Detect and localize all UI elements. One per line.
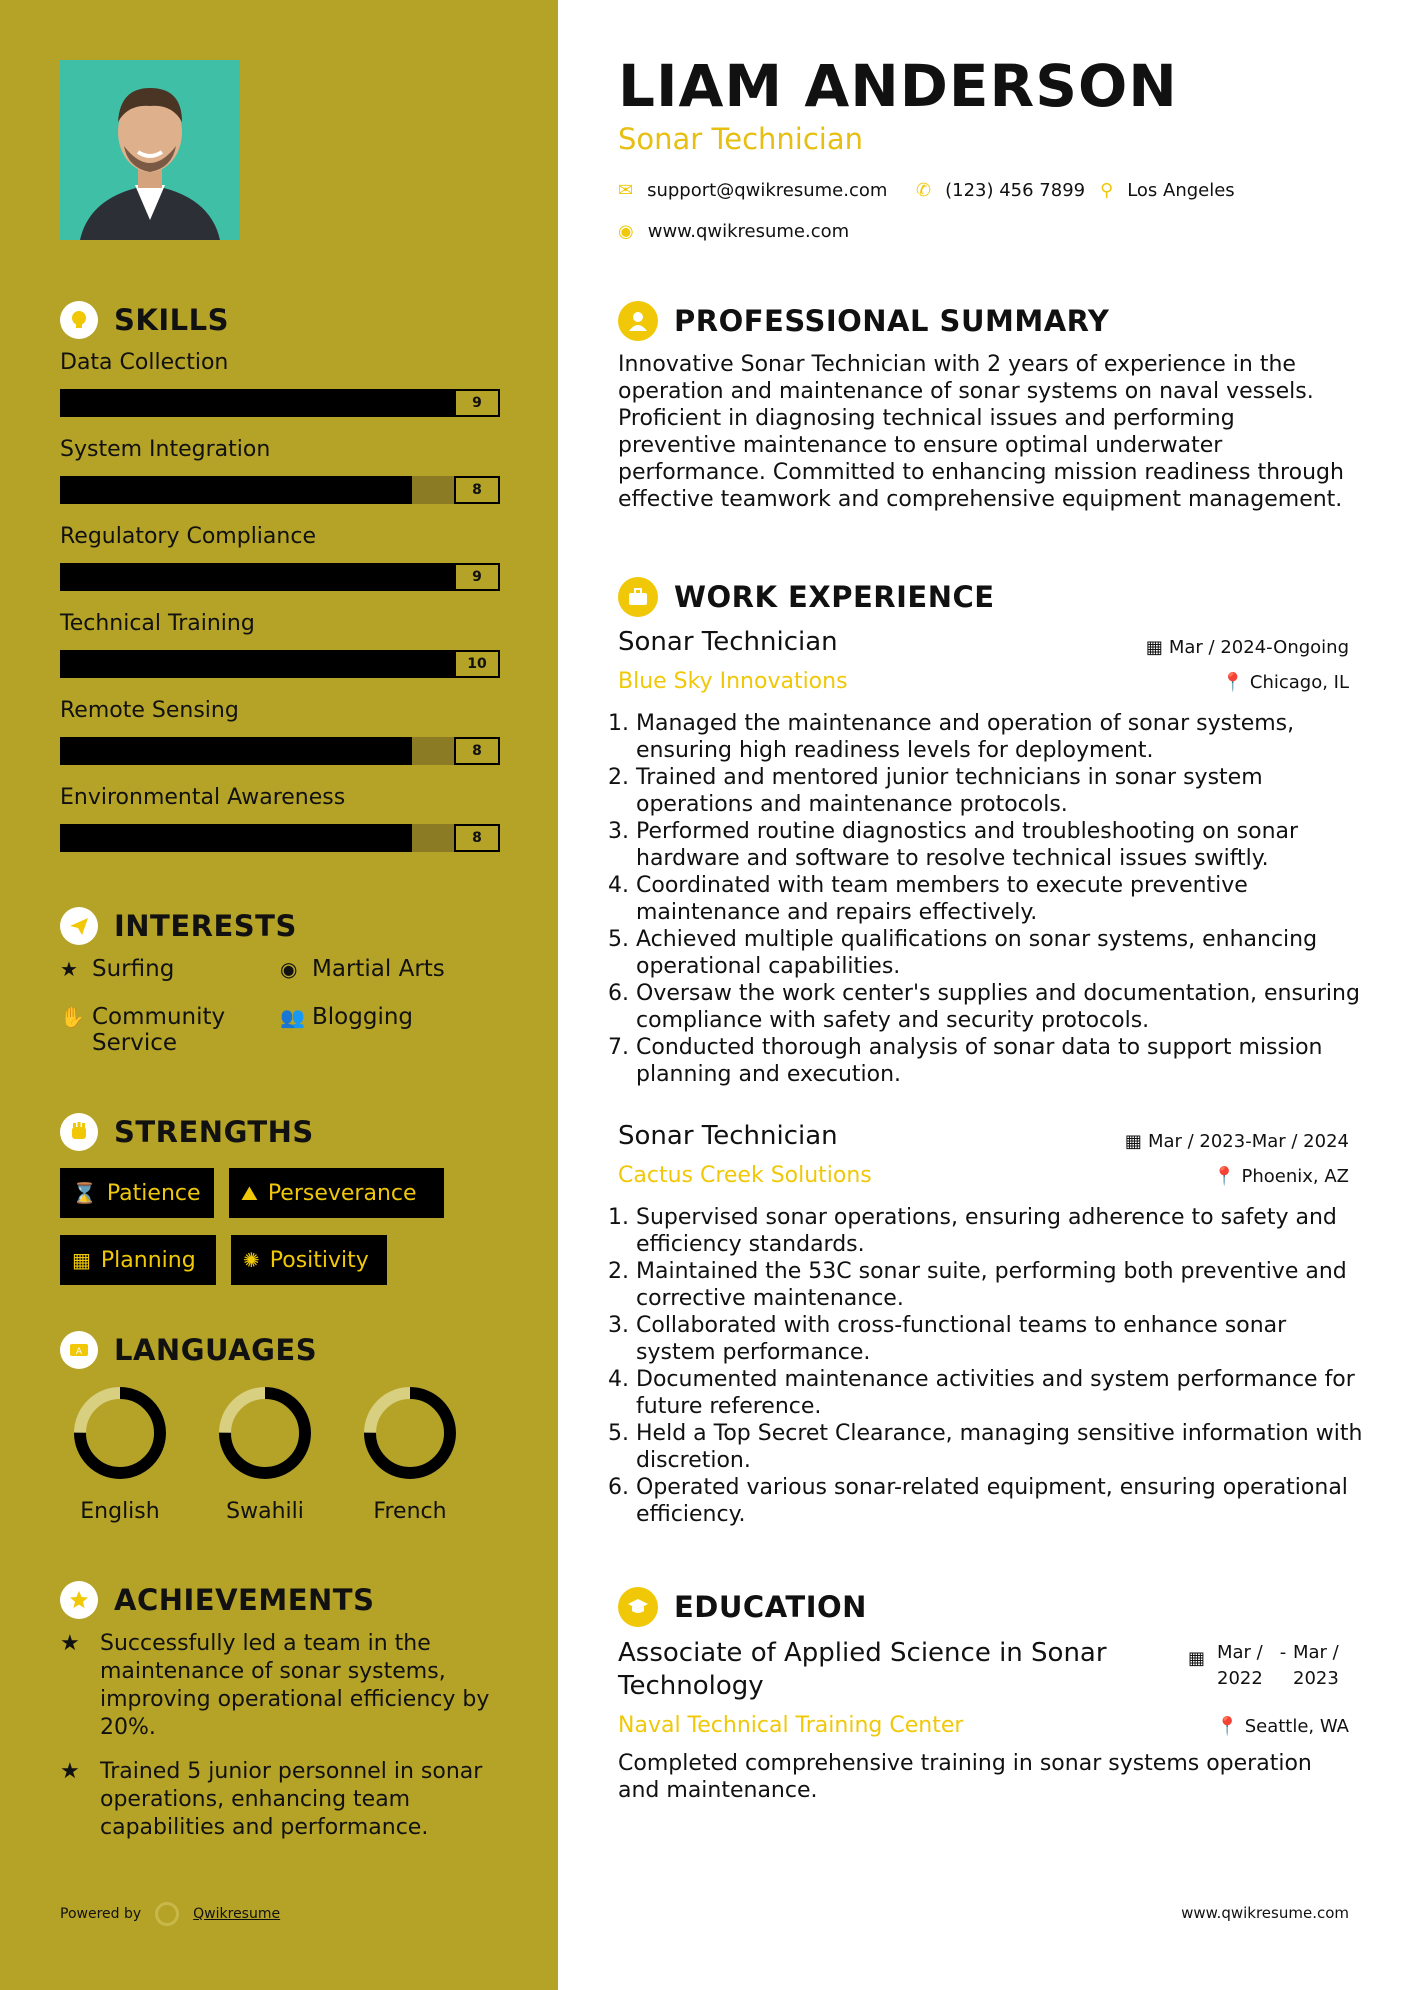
qwikresume-logo-icon <box>155 1902 179 1926</box>
interest-item <box>280 1004 413 1030</box>
sun-icon: ✺ <box>243 1248 260 1272</box>
skill-name: Technical Training <box>60 611 255 636</box>
education-dates: ▦ Mar / 2022 - Mar / 2023 <box>1188 1640 1349 1692</box>
skill-name: System Integration <box>60 437 271 462</box>
job-dates: ▦ Mar / 2024-Ongoing <box>1145 637 1349 658</box>
skill-bar <box>60 824 500 852</box>
education-heading <box>618 1587 867 1627</box>
skill-level: 8 <box>454 476 500 504</box>
experience-heading <box>618 577 995 617</box>
job-location: 📍 Chicago, IL <box>1221 672 1349 693</box>
language-item <box>345 1385 475 1524</box>
interest-item <box>60 956 174 982</box>
strength-label: Planning <box>100 1247 196 1273</box>
language-name: Swahili <box>226 1499 304 1524</box>
phone-text[interactable]: (123) 456 7899 <box>945 180 1086 201</box>
job-location: 📍 Phoenix, AZ <box>1213 1166 1349 1187</box>
duty-item: 6. Oversaw the work center's supplies and documentation, ensuring compliance with safety and security protocols. <box>636 980 1366 1034</box>
strength-badge <box>231 1235 387 1285</box>
summary-heading <box>618 301 1109 341</box>
skill-bar <box>60 563 500 591</box>
hourglass-icon: ⌛ <box>72 1181 97 1205</box>
shooting-star-icon: ★ <box>60 1759 80 1784</box>
achievement-item <box>60 1630 500 1742</box>
email-text[interactable]: support@qwikresume.com <box>647 180 888 201</box>
fist-icon <box>60 1113 98 1151</box>
user-icon <box>618 301 658 341</box>
map-pin-icon: ⚲ <box>1100 180 1114 201</box>
job-duties <box>618 710 1366 1088</box>
duty-item: 1. Managed the maintenance and operation of sonar systems, ensuring high readiness levels for deployment. <box>636 710 1366 764</box>
website-text[interactable]: www.qwikresume.com <box>647 221 850 242</box>
contact-location <box>1100 180 1235 201</box>
envelope-icon: ✉ <box>618 180 634 201</box>
interest-label: Blogging <box>312 1004 414 1030</box>
school-name: Naval Technical Training Center <box>618 1713 964 1738</box>
job-title: Sonar Technician <box>618 627 838 657</box>
job-title: Sonar Technician <box>618 1121 838 1151</box>
strength-badge <box>60 1235 216 1285</box>
sidebar <box>0 0 558 1990</box>
strengths-heading <box>60 1113 314 1151</box>
duty-item: 2. Maintained the 53C sonar suite, performing both preventive and corrective maintenance. <box>636 1258 1366 1312</box>
skill-name: Regulatory Compliance <box>60 524 316 549</box>
skill-name: Remote Sensing <box>60 698 239 723</box>
footer-website[interactable]: www.qwikresume.com <box>1181 1904 1349 1922</box>
calendar-icon: ▦ <box>1124 1131 1142 1152</box>
skill-fill <box>60 389 456 417</box>
duty-item: 5. Held a Top Secret Clearance, managing sensitive information with discretion. <box>636 1420 1366 1474</box>
skill-fill <box>60 737 412 765</box>
star-badge-icon <box>60 1581 98 1619</box>
interests-title: INTERESTS <box>114 909 297 943</box>
education-start: Mar / 2022 <box>1217 1642 1263 1689</box>
skill-name: Data Collection <box>60 350 229 375</box>
contact-phone <box>916 180 1085 201</box>
skill-item <box>60 437 500 504</box>
language-name: French <box>373 1499 447 1524</box>
strength-badge <box>60 1168 214 1218</box>
candidate-role: Sonar Technician <box>618 122 863 156</box>
achievement-text: Successfully led a team in the maintenance of sonar systems, improving operational efficiency by 20%. <box>100 1631 490 1740</box>
qwikresume-link[interactable]: Qwikresume <box>193 1906 281 1922</box>
skill-item <box>60 698 500 765</box>
summary-title: PROFESSIONAL SUMMARY <box>674 304 1110 338</box>
strength-badge <box>229 1168 444 1218</box>
interest-label: Community Service <box>92 1004 226 1056</box>
skill-name: Environmental Awareness <box>60 785 346 810</box>
skill-bar <box>60 389 500 417</box>
language-icon <box>60 1331 98 1369</box>
skill-level: 9 <box>454 563 500 591</box>
skill-fill <box>60 563 456 591</box>
skill-level: 10 <box>454 650 500 678</box>
achievements-heading <box>60 1581 374 1619</box>
skills-title: SKILLS <box>114 303 229 337</box>
contact-website <box>618 221 849 242</box>
skill-fill <box>60 650 500 678</box>
powered-by-label: Powered by <box>60 1906 142 1922</box>
interest-label: Martial Arts <box>312 956 445 982</box>
interest-item <box>60 1004 240 1056</box>
job-dates: ▦ Mar / 2023-Mar / 2024 <box>1124 1131 1349 1152</box>
hand-icon: ✋ <box>60 1005 85 1029</box>
skill-level: 8 <box>454 737 500 765</box>
skills-heading <box>60 301 229 339</box>
education-description: Completed comprehensive training in sonar systems operation and maintenance. <box>618 1751 1312 1803</box>
language-item <box>55 1385 185 1524</box>
globe-icon: ◉ <box>618 221 634 242</box>
location-text: Los Angeles <box>1127 180 1235 201</box>
summary-text: Innovative Sonar Technician with 2 years of experience in the operation and maintenance of sonar systems on naval vessels. Proficient in diagnosing technical issues and performing preventive maintenance to ensure optimal underwater performance. Committed to enhancing mission readiness through effective teamwork and comprehensive equipment management. <box>618 352 1344 512</box>
education-end: Mar / 2023 <box>1293 1642 1339 1689</box>
contact-email <box>618 180 887 201</box>
skill-item <box>60 611 500 678</box>
skill-bar <box>60 476 500 504</box>
achievement-text: Trained 5 junior personnel in sonar operations, enhancing team capabilities and performance. <box>100 1759 483 1840</box>
duty-item: 4. Documented maintenance activities and system performance for future reference. <box>636 1366 1366 1420</box>
shooting-star-icon: ★ <box>60 1631 80 1656</box>
skill-item <box>60 785 500 852</box>
strength-label: Positivity <box>269 1247 369 1273</box>
duty-item: 2. Trained and mentored junior technicians in sonar system operations and maintenance protocols. <box>636 764 1366 818</box>
language-name: English <box>80 1499 160 1524</box>
skill-level: 8 <box>454 824 500 852</box>
skill-fill <box>60 476 412 504</box>
interest-item <box>280 956 445 982</box>
language-donut <box>217 1385 313 1481</box>
skill-bar <box>60 737 500 765</box>
skill-level: 9 <box>454 389 500 417</box>
strengths-title: STRENGTHS <box>114 1115 314 1149</box>
experience-title: WORK EXPERIENCE <box>674 580 995 614</box>
road-icon: ⛰ <box>241 1181 258 1205</box>
languages-title: LANGUAGES <box>114 1333 318 1367</box>
skill-item <box>60 524 500 591</box>
globe-icon: ◉ <box>280 957 298 981</box>
duty-item: 1. Supervised sonar operations, ensuring adherence to safety and efficiency standards. <box>636 1204 1366 1258</box>
calendar-icon: ▦ <box>1187 1648 1205 1669</box>
svg-text:A: A <box>75 1347 83 1357</box>
pin-icon: 📍 <box>1216 1716 1239 1737</box>
degree-title: Associate of Applied Science in Sonar Technology <box>618 1638 1107 1701</box>
duty-item: 7. Conducted thorough analysis of sonar data to support mission planning and execution. <box>636 1034 1366 1088</box>
strength-label: Patience <box>106 1180 201 1206</box>
powered-by <box>60 1902 280 1926</box>
skill-item <box>60 350 500 417</box>
duty-item: 6. Operated various sonar-related equipment, ensuring operational efficiency. <box>636 1474 1366 1528</box>
achievements-title: ACHIEVEMENTS <box>114 1583 375 1617</box>
lightbulb-icon <box>60 301 98 339</box>
strength-label: Perseverance <box>267 1180 417 1206</box>
job-company: Blue Sky Innovations <box>618 669 848 694</box>
skill-bar <box>60 650 500 678</box>
education-location: 📍 Seattle, WA <box>1216 1716 1349 1737</box>
interests-heading <box>60 907 297 945</box>
interest-label: Surfing <box>92 956 175 982</box>
paper-plane-icon <box>60 907 98 945</box>
users-icon: 👥 <box>280 1005 305 1029</box>
duty-item: 5. Achieved multiple qualifications on sonar systems, enhancing operational capabilities. <box>636 926 1366 980</box>
pin-icon: 📍 <box>1213 1166 1236 1187</box>
calendar-icon: ▦ <box>1145 637 1163 658</box>
skill-fill <box>60 824 412 852</box>
language-donut <box>72 1385 168 1481</box>
job-duties <box>618 1204 1366 1528</box>
language-item <box>200 1385 330 1524</box>
education-title: EDUCATION <box>674 1590 867 1624</box>
pin-icon: 📍 <box>1221 672 1244 693</box>
duty-item: 3. Performed routine diagnostics and troubleshooting on sonar hardware and software to resolve technical issues swiftly. <box>636 818 1366 872</box>
star-icon: ★ <box>60 957 78 981</box>
duty-item: 3. Collaborated with cross-functional teams to enhance sonar system performance. <box>636 1312 1366 1366</box>
languages-heading <box>60 1331 317 1369</box>
duty-item: 4. Coordinated with team members to execute preventive maintenance and repairs effectively. <box>636 872 1366 926</box>
graduation-cap-icon <box>618 1587 658 1627</box>
candidate-name: LIAM ANDERSON <box>618 52 1178 120</box>
briefcase-icon <box>618 577 658 617</box>
calendar-icon: ▦ <box>72 1248 91 1272</box>
profile-photo <box>60 60 240 240</box>
phone-icon: ✆ <box>916 180 932 201</box>
language-donut <box>362 1385 458 1481</box>
achievement-item <box>60 1758 500 1842</box>
job-company: Cactus Creek Solutions <box>618 1163 872 1188</box>
